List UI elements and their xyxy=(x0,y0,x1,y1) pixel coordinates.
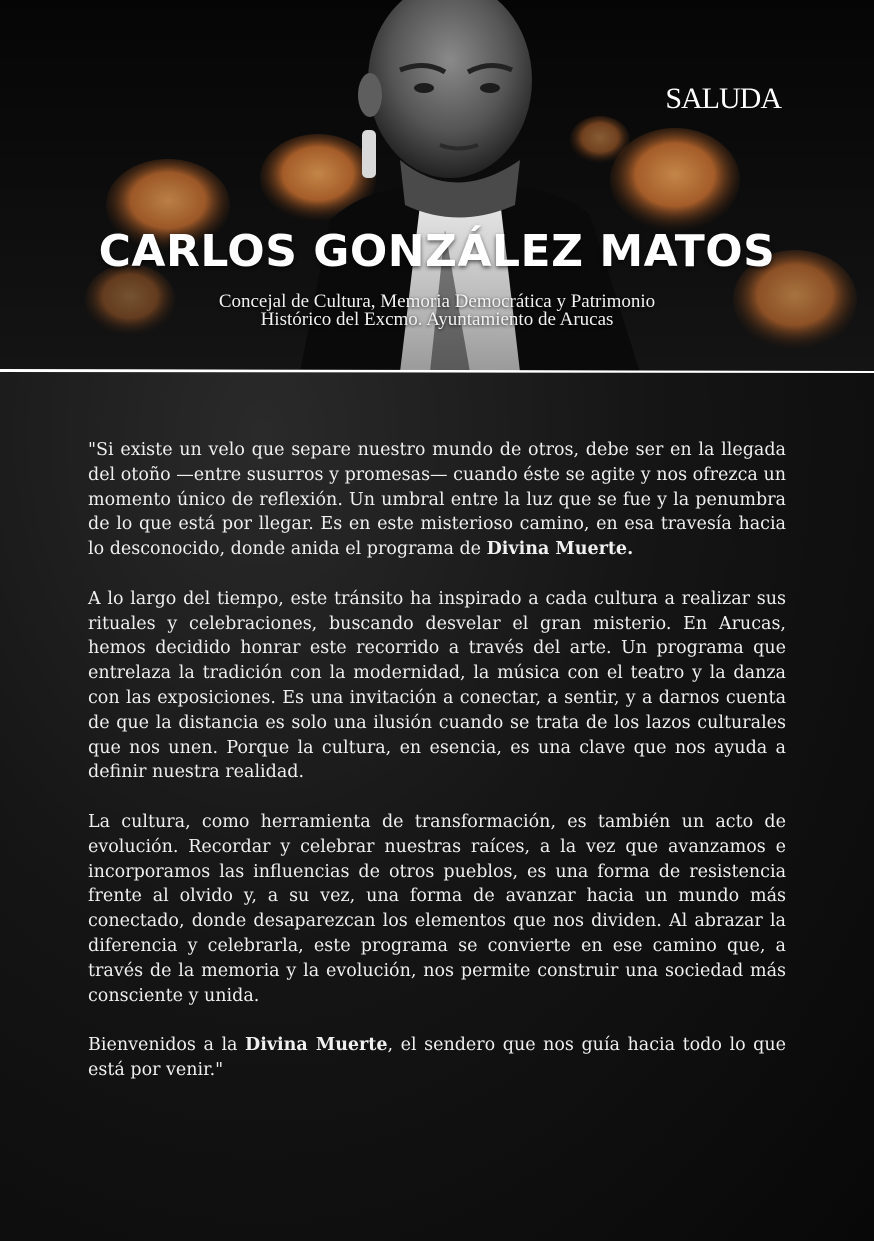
paragraph-1 xyxy=(88,438,786,562)
person-role xyxy=(0,293,874,329)
role-line-2: Histórico del Excmo. Ayuntamiento de Arucas xyxy=(260,309,614,330)
paragraph-4-bold: Divina Muerte xyxy=(245,1035,388,1056)
greeting-text xyxy=(88,438,786,1108)
paragraph-3: La cultura, como herramienta de transformación, es también un acto de evolución. Recordar y celebrar nuestras raíces, a la vez que avanzamos e incorporamos las influencias de otros pueblos, es una forma de resistencia frente al olvido y, a su vez, una forma de avanzar hacia un mundo más conectado, donde desaparezcan los elementos que nos dividen. Al abrazar la diferencia y celebrarla, este programa se convierte en ese camino que, a través de la memoria y la evolución, nos permite construir una sociedad más consciente y unida. xyxy=(88,811,786,1006)
person-name: CARLOS GONZÁLEZ MATOS xyxy=(98,226,776,277)
paragraph-2: A lo largo del tiempo, este tránsito ha inspirado a cada cultura a realizar sus rituales y celebraciones, buscando desvelar el gran misterio. En Arucas, hemos decidido honrar este recorrido a través del arte. Un programa que entrelaza la tradición con la modernidad, la música con el teatro y la danza con las exposiciones. Es una invitación a conectar, a sentir, y a darnos cuenta de que la distancia es solo una ilusión cuando se trata de los lazos culturales que nos unen. Porque la cultura, en esencia, es una clave que nos ayuda a definir nuestra realidad. xyxy=(88,588,786,783)
paragraph-4-pre: Bienvenidos a la xyxy=(88,1035,246,1056)
paragraph-1-text: "Si existe un velo que separe nuestro mundo de otros, debe ser en la llegada del otoño —entre susurros y promesas— cuando éste se agite y nos ofrezca un momento único de reflexión. Un umbral entre la luz que se fue y la penumbra de lo que está por llegar. Es en este misterioso camino, en esa travesía hacia lo desconocido, donde anida el programa de xyxy=(88,440,786,560)
paragraph-1-bold: Divina Muerte. xyxy=(486,539,634,560)
role-line-1: Concejal de Cultura, Memoria Democrática y Patrimonio xyxy=(218,291,656,312)
header-divider xyxy=(0,368,874,374)
paragraph-4 xyxy=(88,1033,786,1083)
paragraph-4-post: , el sendero que nos guía hacia todo lo que está por venir." xyxy=(88,1035,786,1080)
section-label: SALUDA xyxy=(665,82,781,115)
